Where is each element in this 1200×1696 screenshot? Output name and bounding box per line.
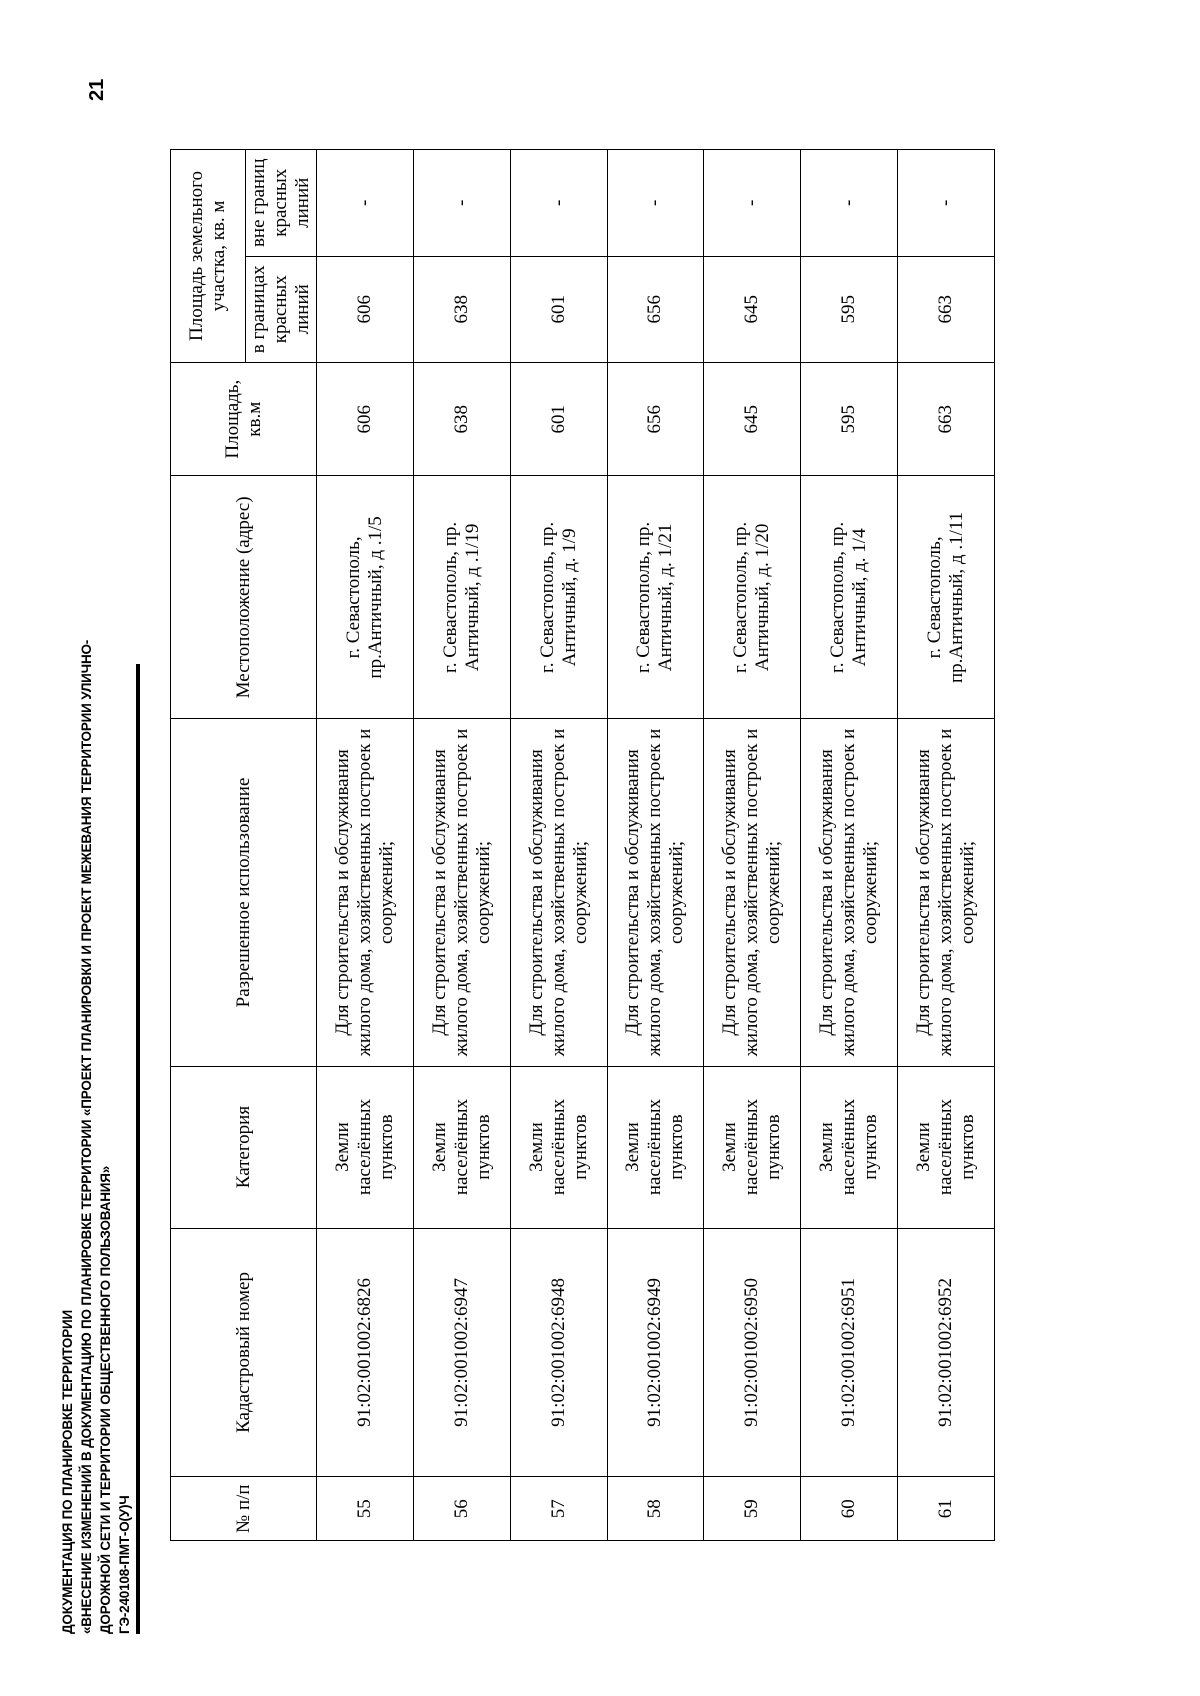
table-row <box>317 150 414 1541</box>
header-category: Категория <box>171 1066 317 1228</box>
cell-location: г. Севастополь, пр. Античный, д .1/19 <box>413 476 510 719</box>
cell-area: 663 <box>898 362 995 475</box>
cell-cadastral: 91:02:001002:6950 <box>704 1228 801 1477</box>
header-usage: Разрешенное использование <box>171 719 317 1066</box>
cell-usage: Для строительства и обслуживания жилого дома, хозяйственных построек и сооружений; <box>704 719 801 1066</box>
cell-num: 56 <box>413 1477 510 1541</box>
cell-num: 55 <box>317 1477 414 1541</box>
page-number: 21 <box>86 78 108 101</box>
cell-usage: Для строительства и обслуживания жилого дома, хозяйственных построек и сооружений; <box>413 719 510 1066</box>
cell-within: 601 <box>510 256 607 362</box>
header-num: № п/п <box>171 1477 317 1541</box>
cell-within: 595 <box>801 256 898 362</box>
cell-usage: Для строительства и обслуживания жилого дома, хозяйственных построек и сооружений; <box>607 719 704 1066</box>
cell-category: Земли населённых пунктов <box>704 1066 801 1228</box>
cell-location: г. Севастополь, пр. Античный, д. 1/9 <box>510 476 607 719</box>
table-row <box>413 150 510 1541</box>
header-area-group: Площадь земельного участка, кв. м <box>171 150 246 363</box>
cell-outside: - <box>607 150 704 257</box>
cell-location: г. Севастополь, пр.Античный, д .1/11 <box>898 476 995 719</box>
cell-outside: - <box>413 150 510 257</box>
cell-location: г. Севастополь, пр. Античный, д. 1/4 <box>801 476 898 719</box>
cell-area: 601 <box>510 362 607 475</box>
cell-outside: - <box>510 150 607 257</box>
cell-usage: Для строительства и обслуживания жилого дома, хозяйственных построек и сооружений; <box>898 719 995 1066</box>
cell-cadastral: 91:02:001002:6948 <box>510 1228 607 1477</box>
cell-within: 638 <box>413 256 510 362</box>
cell-within: 606 <box>317 256 414 362</box>
cell-cadastral: 91:02:001002:6949 <box>607 1228 704 1477</box>
cell-num: 58 <box>607 1477 704 1541</box>
cell-usage: Для строительства и обслуживания жилого дома, хозяйственных построек и сооружений; <box>317 719 414 1066</box>
cell-area: 595 <box>801 362 898 475</box>
cell-category: Земли населённых пунктов <box>898 1066 995 1228</box>
cell-location: г. Севастополь, пр.Античный, д .1/5 <box>317 476 414 719</box>
table-row <box>801 150 898 1541</box>
cell-num: 59 <box>704 1477 801 1541</box>
header-within: в границах красных линий <box>246 256 317 362</box>
header-area: Площадь, кв.м <box>171 362 317 475</box>
cell-location: г. Севастополь, пр. Античный, д. 1/20 <box>704 476 801 719</box>
cell-num: 57 <box>510 1477 607 1541</box>
cell-cadastral: 91:02:001002:6826 <box>317 1228 414 1477</box>
cell-num: 61 <box>898 1477 995 1541</box>
header-line-4: ГЭ-240108-ПМТ-О(У)Ч <box>117 1495 132 1634</box>
header-line-3: ДОРОЖНОЙ СЕТИ И ТЕРРИТОРИИ ОБЩЕСТВЕННОГО ПОЛЬЗОВАНИЯ» <box>98 1165 113 1634</box>
cell-usage: Для строительства и обслуживания жилого дома, хозяйственных построек и сооружений; <box>510 719 607 1066</box>
cell-category: Земли населённых пунктов <box>510 1066 607 1228</box>
cell-area: 645 <box>704 362 801 475</box>
cell-cadastral: 91:02:001002:6952 <box>898 1228 995 1477</box>
cell-area: 638 <box>413 362 510 475</box>
document-header <box>58 634 134 1634</box>
table-row <box>510 150 607 1541</box>
cell-outside: - <box>317 150 414 257</box>
cell-outside: - <box>801 150 898 257</box>
cell-usage: Для строительства и обслуживания жилого дома, хозяйственных построек и сооружений; <box>801 719 898 1066</box>
table-body <box>317 150 995 1541</box>
cell-category: Земли населённых пунктов <box>413 1066 510 1228</box>
cell-area: 656 <box>607 362 704 475</box>
cell-category: Земли населённых пунктов <box>607 1066 704 1228</box>
cell-within: 663 <box>898 256 995 362</box>
header-location: Местоположение (адрес) <box>171 476 317 719</box>
cell-outside: - <box>898 150 995 257</box>
header-line-1: ДОКУМЕНТАЦИЯ ПО ПЛАНИРОВКЕ ТЕРРИТОРИИ <box>60 1309 75 1634</box>
cell-category: Земли населённых пунктов <box>317 1066 414 1228</box>
cell-location: г. Севастополь, пр. Античный, д. 1/21 <box>607 476 704 719</box>
cell-outside: - <box>704 150 801 257</box>
land-plots-table <box>170 149 995 1541</box>
cell-area: 606 <box>317 362 414 475</box>
header-cadastral: Кадастровый номер <box>171 1228 317 1477</box>
header-line-2: «ВНЕСЕНИЕ ИЗМЕНЕНИЙ В ДОКУМЕНТАЦИЮ ПО ПЛАНИРОВКЕ ТЕРРИТОРИИ «ПРОЕКТ ПЛАНИРОВКИ И ПРОЕКТ МЕЖЕВАНИЯ ТЕРРИТОРИИ УЛИЧНО- <box>79 639 94 1634</box>
table-row <box>704 150 801 1541</box>
cell-within: 656 <box>607 256 704 362</box>
header-divider <box>136 664 140 1634</box>
cell-cadastral: 91:02:001002:6951 <box>801 1228 898 1477</box>
cell-within: 645 <box>704 256 801 362</box>
cell-category: Земли населённых пунктов <box>801 1066 898 1228</box>
cell-cadastral: 91:02:001002:6947 <box>413 1228 510 1477</box>
table-row <box>607 150 704 1541</box>
cell-num: 60 <box>801 1477 898 1541</box>
table-row <box>898 150 995 1541</box>
header-outside: вне границ красных линий <box>246 150 317 257</box>
